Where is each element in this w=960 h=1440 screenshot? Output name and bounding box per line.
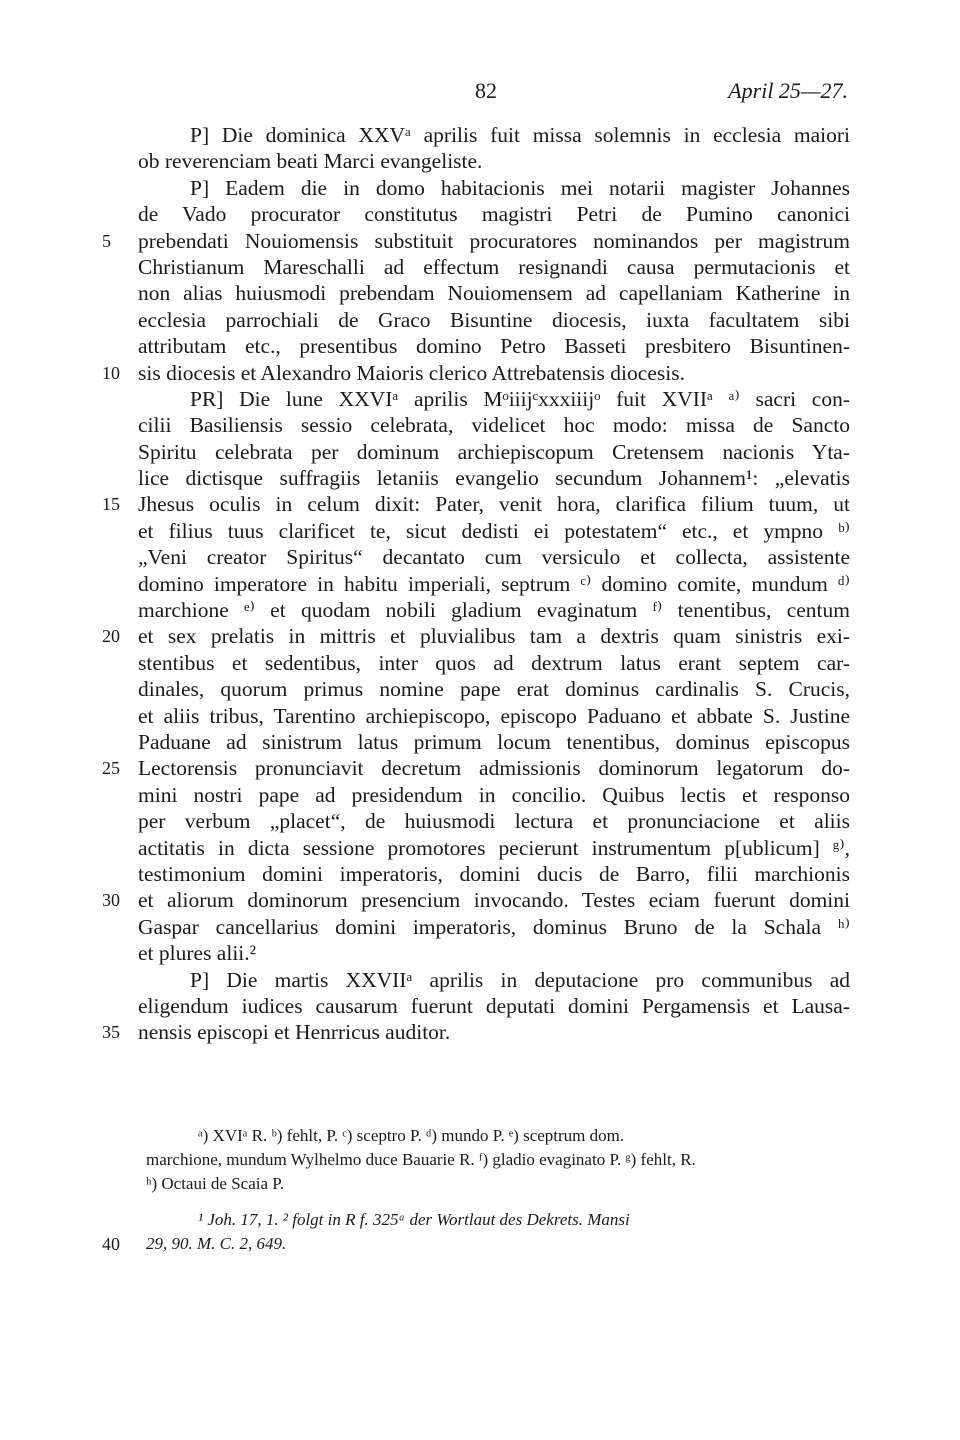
line-text: dinales, quorum primus nomine pape erat dominus cardinalis S. Crucis,: [138, 677, 850, 702]
line-text: et filius tuus clarificet te, sicut dedisti ei potestatem“ etc., et ympno ᵇ⁾: [138, 518, 850, 543]
text-line: [102, 623, 850, 649]
running-head: April 25—27.: [728, 78, 848, 103]
text-line: [102, 491, 850, 517]
line-number: 20: [102, 626, 120, 647]
text-line: [138, 254, 850, 280]
text-line: [138, 439, 850, 465]
line-text: Jhesus oculis in celum dixit: Pater, venit hora, clarifica filium tuum, ut: [138, 492, 850, 517]
line-number: 30: [102, 890, 120, 911]
text-line: [138, 940, 850, 966]
line-number: 10: [102, 362, 120, 383]
line-number: 35: [102, 1022, 120, 1043]
line-text: de Vado procurator constitutus magistri Petri de Pumino canonici: [138, 202, 850, 227]
text-line: [138, 835, 850, 861]
line-text: PR] Die lune XXVIᵃ aprilis Mᵒiiijᶜxxxiiijᵒ fuit XVIIᵃ ᵃ⁾ sacri con-: [190, 386, 850, 411]
line-text: Spiritu celebrata per dominum archiepiscopum Cretensem nacionis Yta-: [138, 439, 850, 464]
line-text: prebendati Nouiomensis substituit procuratores nominandos per magistrum: [138, 228, 850, 253]
line-number: 15: [102, 494, 120, 515]
line-text: P] Eadem die in domo habitacionis mei notarii magister Johannes: [190, 175, 850, 200]
reference-line: [146, 1208, 854, 1232]
line-text: cilii Basiliensis sessio celebrata, videlicet hoc modo: missa de Sancto: [138, 413, 850, 438]
line-text: et aliis tribus, Tarentino archiepiscopo, episcopo Paduano et abbate S. Justine: [138, 703, 850, 728]
text-line: [138, 703, 850, 729]
text-line: [102, 755, 850, 781]
line-number: 25: [102, 758, 120, 779]
text-line: [102, 360, 850, 386]
footnote-line: ʰ) Octaui de Scaia P.: [146, 1174, 285, 1193]
line-text: „Veni creator Spiritus“ decantato cum versiculo et collecta, assistente: [138, 545, 850, 570]
text-line: [138, 861, 850, 887]
line-text: ecclesia parrochiali de Graco Bisuntine diocesis, iuxta facultatem sibi: [138, 307, 850, 332]
line-text: Paduane ad sinistrum latus primum locum tenentibus, dominus episcopus: [138, 729, 850, 754]
text-line: [138, 386, 850, 412]
footnote-line: marchione, mundum Wylhelmo duce Bauarie R. ᶠ) gladio evaginato P. ᵍ) fehlt, R.: [146, 1150, 696, 1169]
line-number: 40: [102, 1234, 120, 1254]
text-line: [138, 412, 850, 438]
text-line: [138, 148, 850, 174]
line-text: sis diocesis et Alexandro Maioris clerico Attrebatensis diocesis.: [138, 360, 685, 385]
text-line: [138, 571, 850, 597]
line-text: testimonium domini imperatoris, domini ducis de Barro, filii marchionis: [138, 861, 850, 886]
text-line: [138, 597, 850, 623]
line-text: Christianum Mareschalli ad effectum resignandi causa permutacionis et: [138, 254, 850, 279]
text-line: [138, 518, 850, 544]
line-text: non alias huiusmodi prebendam Nouiomensem ad capellaniam Katherine in: [138, 281, 850, 306]
text-line: [138, 544, 850, 570]
line-text: Gaspar cancellarius domini imperatoris, dominus Bruno de la Schala ʰ⁾: [138, 914, 850, 939]
text-line: [102, 1019, 850, 1045]
text-line: [138, 676, 850, 702]
page-header: [0, 78, 960, 108]
footnote-line: ᵃ) XVIᵃ R. ᵇ) fehlt, P. ᶜ) sceptro P. ᵈ) mundo P. ᵉ) sceptrum dom.: [198, 1126, 625, 1145]
reference-text: 29, 90. M. C. 2, 649.: [146, 1234, 287, 1253]
line-text: P] Die martis XXVIIᵃ aprilis in deputacione pro communibus ad: [190, 967, 850, 992]
line-text: marchione ᵉ⁾ et quodam nobili gladium evaginatum ᶠ⁾ tenentibus, centum: [138, 598, 850, 623]
line-text: per verbum „placet“, de huiusmodi lectura et pronunciacione et aliis: [138, 809, 850, 834]
line-number: 5: [102, 230, 111, 251]
text-line: [138, 729, 850, 755]
text-line: [138, 914, 850, 940]
text-line: [138, 993, 850, 1019]
line-text: domino imperatore in habitu imperiali, septrum ᶜ⁾ domino comite, mundum ᵈ⁾: [138, 571, 850, 596]
text-line: [138, 201, 850, 227]
text-line: [138, 650, 850, 676]
text-line: [138, 465, 850, 491]
footnote-gap: [146, 1196, 854, 1208]
line-text: et aliorum dominorum presencium invocando. Testes eciam fuerunt domini: [138, 888, 850, 913]
text-line: [138, 307, 850, 333]
text-line: [138, 175, 850, 201]
line-text: lice dictisque suffragiis letaniis evangelio secundum Johannem¹: „elevatis: [138, 466, 850, 491]
line-text: et plures alii.²: [138, 941, 257, 966]
line-text: stentibus et sedentibus, inter quos ad dextrum latus erant septem car-: [138, 650, 850, 675]
line-text: P] Die dominica XXVᵃ aprilis fuit missa solemnis in ecclesia maiori: [190, 123, 850, 147]
text-line: [102, 228, 850, 254]
text-line: [138, 280, 850, 306]
line-text: mini nostri pape ad presidendum in concilio. Quibus lectis et responso: [138, 782, 850, 807]
text-line: [138, 333, 850, 359]
text-line: [138, 782, 850, 808]
text-line: [102, 887, 850, 913]
reference-text: ¹ Joh. 17, 1. ² folgt in R f. 325ᵃ der Wortlaut des Dekrets. Mansi: [198, 1210, 630, 1229]
line-text: et sex prelatis in mittris et pluvialibus tam a dextris quam sinistris exi-: [138, 624, 850, 649]
line-text: actitatis in dicta sessione promotores pecierunt instrumentum p[ublicum] ᵍ⁾,: [138, 835, 850, 860]
body-text: [102, 122, 850, 1046]
line-text: nensis episcopi et Henrricus auditor.: [138, 1020, 451, 1045]
footnotes: [102, 1124, 854, 1256]
line-text: ob reverenciam beati Marci evangeliste.: [138, 149, 483, 174]
line-text: Lectorensis pronunciavit decretum admissionis dominorum legatorum do-: [138, 756, 850, 781]
line-text: attributam etc., presentibus domino Petro Basseti presbitero Bisuntinen-: [138, 334, 850, 359]
page-number: 82: [475, 78, 497, 103]
text-line: [138, 122, 850, 148]
reference-line: [102, 1232, 854, 1256]
text-line: [138, 967, 850, 993]
text-line: [138, 808, 850, 834]
line-text: eligendum iudices causarum fuerunt deputati domini Pergamensis et Lausa-: [138, 993, 850, 1018]
